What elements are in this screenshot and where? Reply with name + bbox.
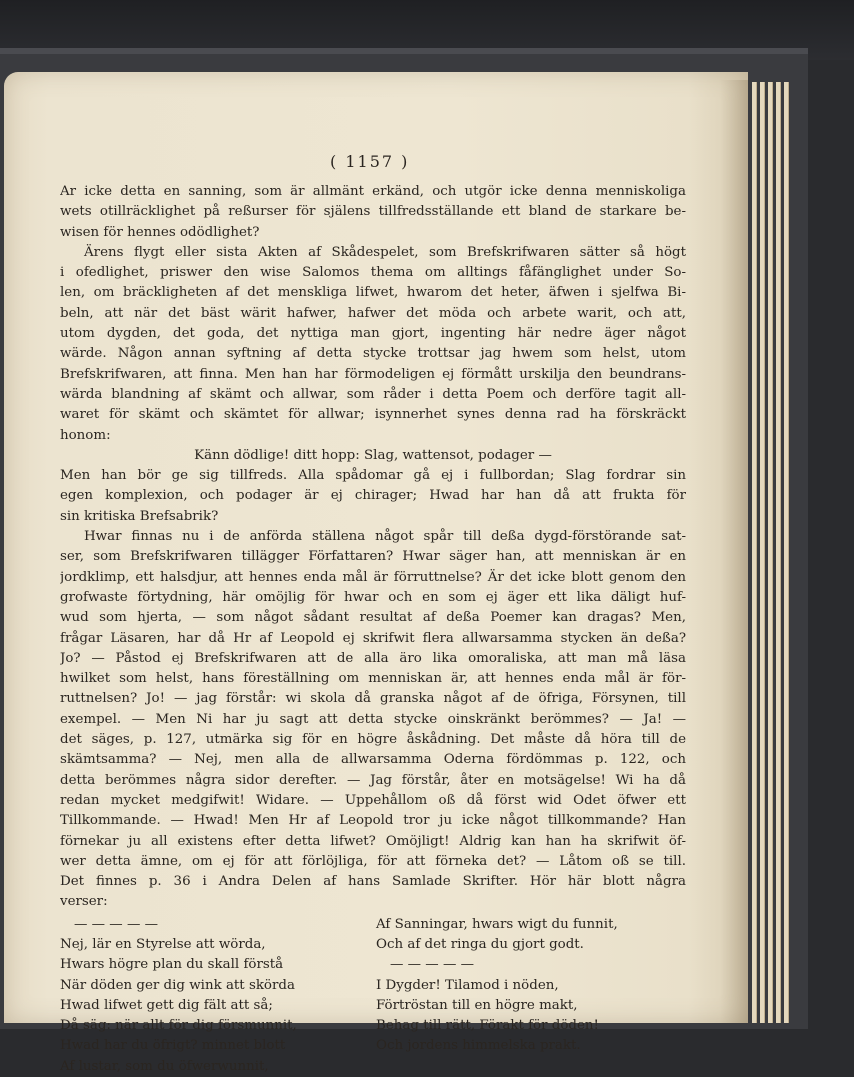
poem-line: I Dygder! Tilamod i nöden, — [376, 977, 559, 993]
text-line: beln, att när det bäst wärit hafwer, hafwer det möda och arbete warit, och att, — [60, 305, 686, 321]
text-line: wärda blandning af skämt och allwar, som råder i detta Poem och derföre tagit all- — [60, 386, 686, 402]
poem-line: Då säg: när allt för dig försmunnit, — [60, 1018, 297, 1034]
text-line: honom: — [60, 427, 111, 443]
text-line: sin kritiska Brefsabrik? — [60, 508, 219, 524]
poem-column-left — [60, 915, 350, 1077]
page-edge-2 — [760, 82, 765, 1023]
page-fold-shadow — [720, 80, 748, 1023]
text-line: exempel. — Men Ni har ju sagt att detta stycke oinskränkt berömmes? — Ja! — — [60, 711, 686, 727]
text-line: Ar icke detta en sanning, som är allmänt erkänd, och utgör icke denna menniskoliga — [60, 184, 686, 199]
text-line: wisen för hennes odödlighet? — [60, 224, 260, 240]
poem-line: Hwad lifwet gett dig fält att så; — [60, 997, 273, 1013]
poem-block — [60, 915, 686, 1074]
poem-line: Och af det ringa du gjort godt. — [376, 936, 584, 952]
prose-block — [60, 182, 686, 913]
text-line: verser: — [60, 894, 108, 910]
poem-line: Och jordens himmelska prakt. — [376, 1038, 581, 1054]
page-edge-1 — [752, 82, 757, 1023]
poem-line: Hwars högre plan du skall förstå — [60, 957, 284, 973]
text-line: det säges, p. 127, utmärka sig för en högre åskådning. Det måste då höra till de — [60, 732, 686, 748]
text-line: Det finnes p. 36 i Andra Delen af hans Samlade Skrifter. Hör här blott några — [60, 874, 686, 890]
poem-line: När döden ger dig wink att skörda — [60, 977, 295, 993]
text-line: grofwaste förtydning, här omöjlig för hwar och en som ej äger ett lika däligt huf- — [60, 589, 686, 605]
text-line: skämtsamma? — Nej, men alla de allwarsamma Oderna fördömmas p. 122, och — [60, 752, 686, 768]
text-line: frågar Läsaren, har då Hr af Leopold ej skrifwit flera allwarsamma stycken än deßa? — [60, 630, 686, 646]
page-edge-5 — [784, 82, 789, 1023]
text-line: förnekar ju all existens efter detta lifwet? Omöjligt! Aldrig kan han ha skrifwit öf- — [60, 833, 686, 849]
poem-line: Af Sanningar, hwars wigt du funnit, — [376, 916, 618, 932]
text-line: wärde. Någon annan syftning af detta stycke trottsar jag hwem som helst, utom — [60, 346, 686, 362]
text-line: ruttnelsen? Jo! — jag förstår: wi skola då granska något af de öfriga, Försynen, till — [60, 691, 686, 707]
text-line: wets otillräcklighet på reßurser för själens tillfredsställande ett bland de starkare be- — [60, 204, 686, 220]
text-line: Men han bör ge sig tillfreds. Alla spådomar gå ej i fullbordan; Slag fordrar sin — [60, 468, 686, 484]
poem-line: — — — — — — [74, 916, 158, 932]
page-text — [60, 150, 686, 1074]
text-line: Brefskrifwaren, att finna. Men han har förmodeligen ej förmått urskilja den beundrans- — [60, 366, 686, 382]
poem-line: Förtröstan till en högre makt, — [376, 997, 578, 1013]
text-line: Känn dödlige! ditt hopp: Slag, wattensot, podager — — [194, 447, 552, 463]
text-line: wud som hjerta, — som något sådant resultat af deßa Poemer kan dragas? Men, — [60, 610, 686, 626]
text-line: Tillkommande. — Hwad! Men Hr af Leopold tror ju icke något tillkommande? Han — [60, 813, 686, 829]
text-line: egen komplexion, och podager är ej chirager; Hwad har han då att frukta för — [60, 488, 686, 504]
text-line: jordklimp, ett halsdjur, att hennes enda mål är förruttnelse? Är det icke blott genom den — [60, 569, 686, 585]
text-line: waret för skämt och skämtet för allwar; isynnerhet synes denna rad ha förskräckt — [60, 407, 686, 423]
text-line: redan mycket medgifwit! Widare. — Uppehållom oß då först wid Odet öfwer ett — [60, 792, 686, 808]
text-line: utom dygden, det goda, det nyttiga man gjort, ingenting här nedre äger något — [60, 326, 686, 342]
text-line: len, om bräckligheten af det menskliga lifwet, hwarom det heter, äfwen i sjelfwa Bi- — [60, 285, 686, 301]
text-line: hwilket som helst, hans föreställning om menniskan är, att hennes enda mål är för- — [60, 671, 686, 687]
page-edge-3 — [768, 82, 773, 1023]
page-edge-4 — [776, 82, 781, 1023]
poem-line: Nej, lär en Styrelse att wörda, — [60, 936, 266, 952]
text-line: Hwar finnas nu i de anförda ställena något spår till deßa dygd-förstörande sat- — [84, 529, 686, 545]
text-line: Ärens flygt eller sista Akten af Skådespelet, som Brefskrifwaren sätter så högt — [84, 244, 686, 260]
text-line: detta berömmes några sidor derefter. — Jag förstår, åter en motsägelse! Wi ha då — [60, 772, 686, 788]
poem-line: Hwad har du öfrigt? minnet blott — [60, 1038, 286, 1054]
page-number: ( 1157 ) — [330, 152, 410, 171]
poem-line: — — — — — — [390, 957, 474, 973]
poem-line: Af lustar, som du öfwerwunnit, — [60, 1058, 269, 1074]
text-line: Jo? — Påstod ej Brefskrifwaren att de alla äro lika omoraliska, att man må läsa — [60, 650, 686, 666]
text-line: wer detta ämne, om ej för att förlöjliga, för att förneka det? — Låtom oß se till. — [60, 853, 686, 869]
text-line: i ofedlighet, priswer den wise Salomos thema om alltings fåfänglighet under So- — [60, 265, 686, 281]
poem-column-right — [376, 915, 686, 1057]
text-line: ser, som Brefskrifwaren tillägger Författaren? Hwar säger han, att menniskan är en — [60, 549, 686, 565]
poem-line: Behag till rätt, Förakt för döden! — [376, 1018, 599, 1034]
